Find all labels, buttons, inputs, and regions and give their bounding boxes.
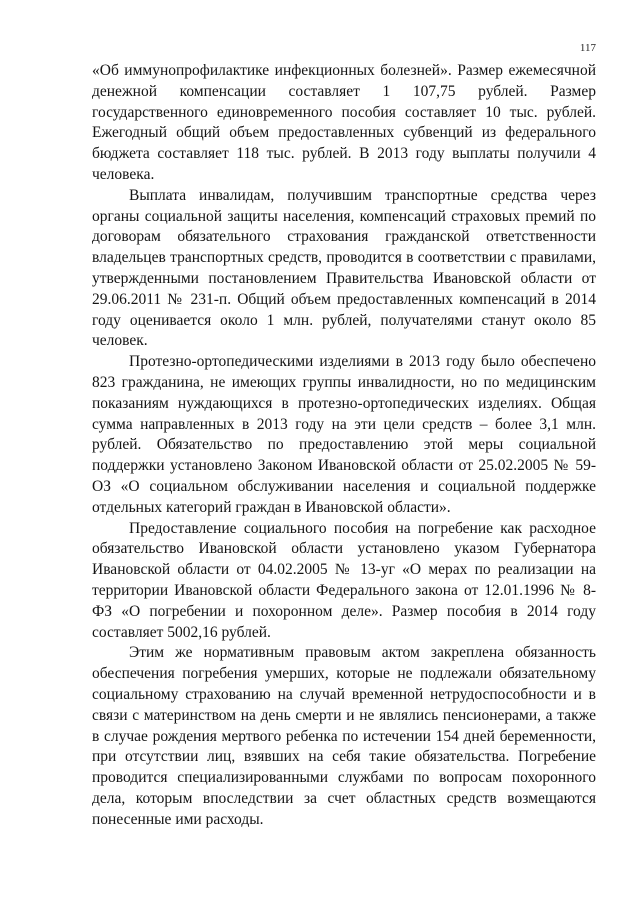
paragraph-continuation: «Об иммунопрофилактике инфекционных болезней». Размер ежемесячной денежной компенсации составляет 1 107,75 рублей. Размер государственного единовременного пособия составляет 10 тыс. рублей. Ежегодный общий объем предоставленных субвенций из федерального бюджета составляет 118 тыс. рублей. В 2013 году выплаты получили 4 человека. [92, 62, 596, 183]
body-text [92, 61, 596, 830]
paragraph-burial-allowance: Предоставление социального пособия на погребение как расходное обязательство Ивановской области установлено указом Губернатора Ивановской области от 04.02.2005 № 13-уг «О мерах по реализации на территории Ивановской области Федерального закона от 12.01.1996 № 8-ФЗ «О погребении и похоронном деле». Размер пособия в 2014 году составляет 5002,16 рублей. [92, 519, 596, 641]
page-number: 117 [579, 42, 596, 54]
paragraph-insurance-compensation: Выплата инвалидам, получившим транспортные средства через органы социальной защиты населения, компенсаций страховых премий по договорам обязательного страхования гражданской ответственности владельцев транспортных средств, проводится в соответствии с правилами, утвержденными постановлением Правительства Ивановской области от 29.06.2011 № 231-п. Общий объем предоставленных компенсаций в 2014 году оценивается около 1 млн. рублей, получателями станут около 85 человек. [92, 186, 596, 350]
paragraph-burial-obligation: Этим же нормативным правовым актом закреплена обязанность обеспечения погребения умерших, которые не подлежали обязательному социальному страхованию на случай временной нетрудоспособности и в связи с материнством на день смерти и не являлись пенсионерами, а также в случае рождения мертвого ребенка по истечении 154 дней беременности, при отсутствии лиц, взявших на себя такие обязательства. Погребение проводится специализированными службами по вопросам похоронного дела, которым впоследствии за счет областных средств возмещаются понесенные ими расходы. [92, 644, 596, 828]
paragraph-prosthetic-products: Протезно-ортопедическими изделиями в 2013 году было обеспечено 823 гражданина, не имеющих группы инвалидности, но по медицинским показаниям нуждающихся в протезно-ортопедических изделиях. Общая сумма направленных в 2013 году на эти цели средств – более 3,1 млн. рублей. Обязательство по предоставлению этой меры социальной поддержки установлено Законом Ивановской области от 25.02.2005 № 59-ОЗ «О социальном обслуживании населения и социальной поддержке отдельных категорий граждан в Ивановской области». [92, 353, 596, 516]
